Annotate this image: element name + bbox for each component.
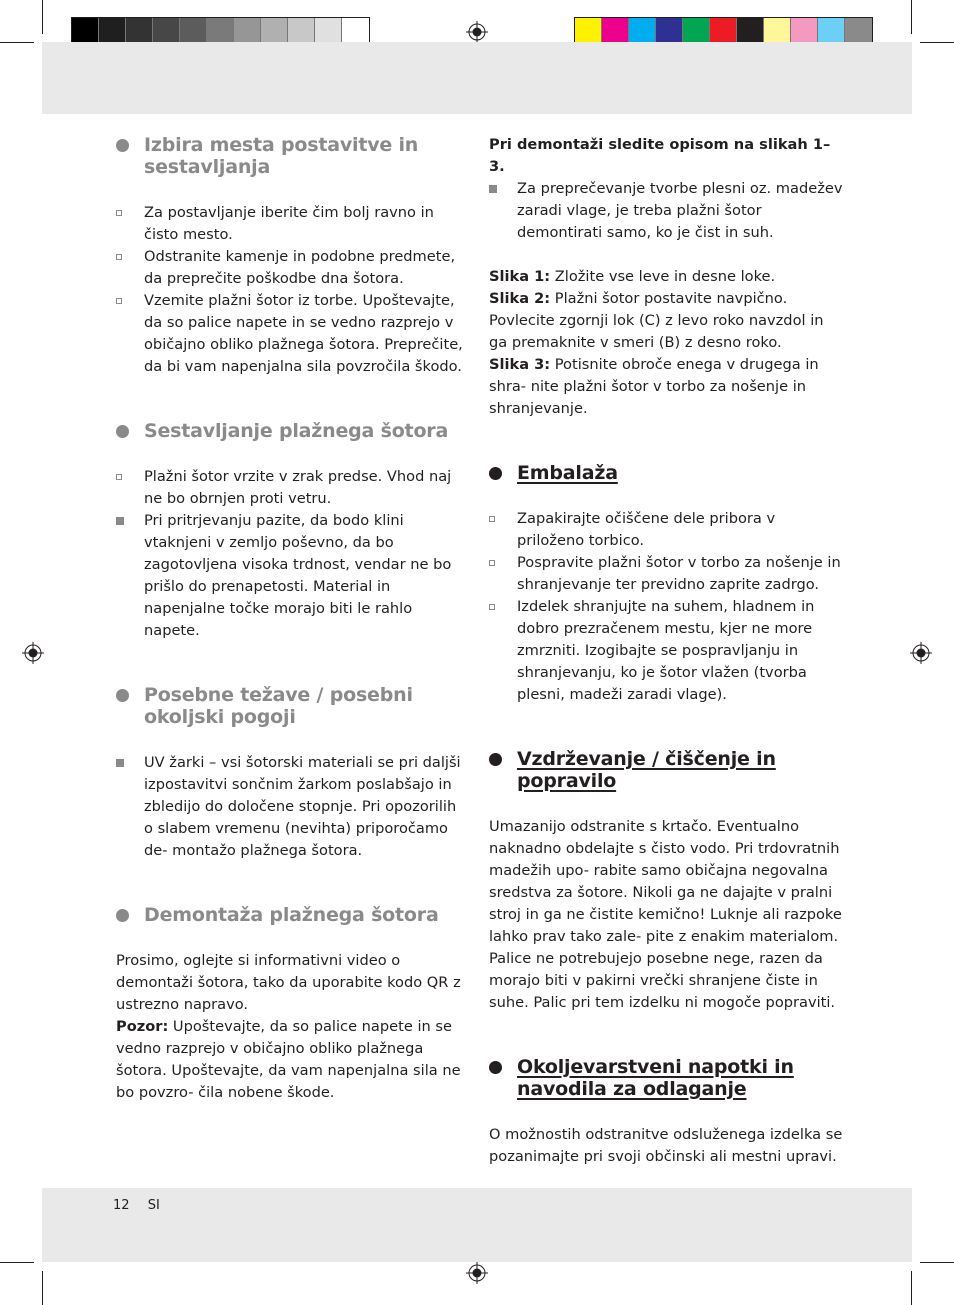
color-swatch bbox=[629, 18, 656, 44]
crop-mark bbox=[920, 1262, 954, 1263]
square-bullet-icon bbox=[489, 560, 495, 566]
square-bullet-icon bbox=[489, 516, 495, 522]
figure-step: Slika 1: Zložite vse leve in desne loke. bbox=[489, 268, 776, 285]
filled-square-bullet-icon bbox=[116, 517, 124, 525]
color-swatch bbox=[791, 18, 818, 44]
registration-mark-icon bbox=[466, 1262, 488, 1284]
section-heading: Vzdrževanje / čiščenje in popravilo bbox=[489, 748, 844, 792]
grey-swatch bbox=[72, 18, 99, 44]
paragraph: O možnostih odstranitve odsluženega izdelka se pozanimajte pri svoji občinski ali mestni upravi. bbox=[489, 1126, 843, 1165]
grey-swatch bbox=[153, 18, 180, 44]
bullet-dot-icon bbox=[489, 753, 502, 766]
bullet-list bbox=[116, 466, 466, 642]
grey-swatch bbox=[99, 18, 126, 44]
color-swatch bbox=[575, 18, 602, 44]
bullet-list bbox=[116, 752, 466, 862]
grey-swatch bbox=[126, 18, 153, 44]
bullet-list bbox=[489, 178, 844, 244]
crop-mark bbox=[42, 0, 43, 34]
list-item: Pri pritrjevanju pazite, da bodo klini vtaknjeni v zemljo poševno, da bo zagotovljena visoka trdnost, vendar ne bo prišlo do prenapetosti. Material in napenjalne točke morajo biti le rahlo napete. bbox=[116, 510, 466, 642]
figure-step: Slika 3: Potisnite obroče enega v drugega in shra- nite plažni šotor v torbo za nošenje in shranjevanje. bbox=[489, 356, 819, 417]
grey-swatch bbox=[315, 18, 342, 44]
registration-mark-icon bbox=[466, 21, 488, 43]
registration-mark-icon bbox=[22, 642, 44, 664]
grey-calibration-bar bbox=[71, 17, 370, 45]
bullet-dot-icon bbox=[116, 425, 129, 438]
paragraph: Umazanijo odstranite s krtačo. Eventualno naknadno obdelajte s čisto vodo. Pri trdovratnih madežih upo- rabite samo običajna negovalna sredstva za šotore. Nikoli ga ne dajajte v pralni stroj in ga ne čistite kemično! Luknje ali razpoke lahko prav tako zale- pite z enakim materialom. Palice ne potrebujejo posebne nege, razen da morajo biti v pakirni vrečki shranjene čiste in suhe. Palic pri tem izdelku ni mogoče popraviti. bbox=[489, 818, 842, 1011]
list-item: Plažni šotor vrzite v zrak predse. Vhod naj ne bo obrnjen proti vetru. bbox=[116, 466, 466, 510]
paragraph: Pozor: Upoštevajte, da so palice napete in se vedno razprejo v običajno obliko plažnega šotora. Upoštevajte, da vam napenjalna sila ne bo povzro- čila nobene škode. bbox=[116, 1018, 461, 1101]
square-bullet-icon bbox=[116, 298, 122, 304]
grey-swatch bbox=[180, 18, 207, 44]
figure-step: Slika 2: Plažni šotor postavite navpično. Povlecite zgornji lok (C) z levo roko navzdol in ga premaknite v smeri (B) z desno roko. bbox=[489, 290, 824, 351]
paragraph: Prosimo, oglejte si informativni video o demontaži šotora, tako da uporabite kodo QR z ustrezno napravo. bbox=[116, 952, 461, 1013]
grey-swatch bbox=[234, 18, 261, 44]
list-item: Za postavljanje iberite čim bolj ravno in čisto mesto. bbox=[116, 202, 466, 246]
bullet-dot-icon bbox=[116, 909, 129, 922]
section-heading: Sestavljanje plažnega šotora bbox=[116, 420, 466, 442]
filled-square-bullet-icon bbox=[116, 759, 124, 767]
crop-mark bbox=[911, 0, 912, 34]
list-item: Pospravite plažni šotor v torbo za nošenje in shranjevanje ter previdno zaprite zadrgo. bbox=[489, 552, 844, 596]
color-swatch bbox=[602, 18, 629, 44]
section-heading: Demontaža plažnega šotora bbox=[116, 904, 466, 926]
page-footer bbox=[113, 1198, 160, 1213]
color-swatch bbox=[683, 18, 710, 44]
warning-label: Pozor: bbox=[116, 1018, 169, 1035]
square-bullet-icon bbox=[489, 604, 495, 610]
footer-band bbox=[42, 1188, 912, 1262]
crop-mark bbox=[42, 1271, 43, 1305]
section-heading: Posebne težave / posebni okoljski pogoji bbox=[116, 684, 466, 728]
crop-mark bbox=[911, 1271, 912, 1305]
header-band bbox=[42, 42, 912, 114]
color-swatch bbox=[764, 18, 791, 44]
right-column bbox=[489, 134, 844, 1168]
crop-mark bbox=[920, 42, 954, 43]
grey-swatch bbox=[288, 18, 315, 44]
color-calibration-bar bbox=[574, 17, 873, 45]
list-item: Vzemite plažni šotor iz torbe. Upoštevajte, da so palice napete in se vedno razprejo v običajno obliko plažnega šotora. Preprečite, da bi vam napenjalna sila povzročila škodo. bbox=[116, 290, 466, 378]
bullet-dot-icon bbox=[116, 139, 129, 152]
bullet-dot-icon bbox=[116, 689, 129, 702]
registration-mark-icon bbox=[910, 642, 932, 664]
section-heading: Embalaža bbox=[489, 462, 844, 484]
square-bullet-icon bbox=[116, 210, 122, 216]
section-heading: Okoljevarstveni napotki in navodila za odlaganje bbox=[489, 1056, 844, 1100]
color-swatch bbox=[737, 18, 764, 44]
crop-mark bbox=[0, 42, 34, 43]
color-swatch bbox=[656, 18, 683, 44]
intro-heading: Pri demontaži sledite opisom na slikah 1–3. bbox=[489, 136, 831, 175]
list-item: Odstranite kamenje in podobne predmete, da preprečite poškodbe dna šotora. bbox=[116, 246, 466, 290]
list-item: UV žarki – vsi šotorski materiali se pri daljši izpostavitvi sončnim žarkom poslabšajo in zbledijo do določene stopnje. Pri opozorilih o slabem vremenu (nevihta) priporočamo de- montažo plažnega šotora. bbox=[116, 752, 466, 862]
language-code: SI bbox=[147, 1198, 160, 1213]
filled-square-bullet-icon bbox=[489, 185, 497, 193]
list-item: Za preprečevanje tvorbe plesni oz. madežev zaradi vlage, je treba plažni šotor demontirati samo, ko je čist in suh. bbox=[489, 178, 844, 244]
section-heading: Izbira mesta postavitve in sestavljanja bbox=[116, 134, 466, 178]
grey-swatch bbox=[207, 18, 234, 44]
square-bullet-icon bbox=[116, 254, 122, 260]
grey-swatch bbox=[261, 18, 288, 44]
crop-mark bbox=[0, 1262, 34, 1263]
left-column bbox=[116, 134, 466, 1104]
bullet-dot-icon bbox=[489, 1061, 502, 1074]
grey-swatch bbox=[342, 18, 369, 44]
list-item: Zapakirajte očiščene dele pribora v priloženo torbico. bbox=[489, 508, 844, 552]
bullet-list bbox=[116, 202, 466, 378]
list-item: Izdelek shranjujte na suhem, hladnem in dobro prezračenem mestu, kjer ne more zmrzniti. Izogibajte se pospravljanju in shranjevanju, ko je šotor vlažen (tvorba plesni, madeži zaradi vlage). bbox=[489, 596, 844, 706]
bullet-list bbox=[489, 508, 844, 706]
color-swatch bbox=[845, 18, 872, 44]
color-swatch bbox=[818, 18, 845, 44]
square-bullet-icon bbox=[116, 474, 122, 480]
bullet-dot-icon bbox=[489, 467, 502, 480]
page-number: 12 bbox=[113, 1198, 130, 1213]
color-swatch bbox=[710, 18, 737, 44]
